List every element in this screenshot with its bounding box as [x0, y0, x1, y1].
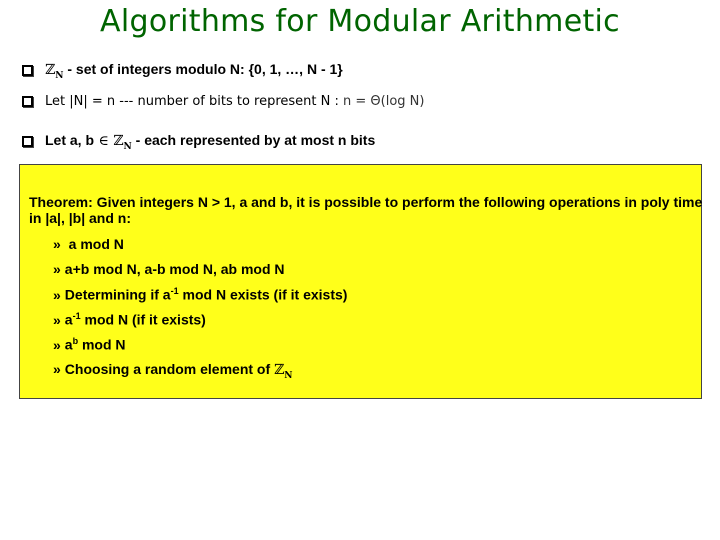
bullet-text: - set of integers modulo N: {0, 1, …, N - 1} [63, 61, 343, 77]
square-bullet-icon [22, 136, 33, 147]
double-arrow-icon: » [53, 311, 61, 328]
double-arrow-icon: » [53, 286, 61, 303]
zn-symbol: ℤ$_N$ [113, 133, 132, 152]
double-arrow-icon: » [53, 361, 61, 377]
bullet-text: - each represented by at most n bits [131, 132, 376, 148]
theorem-item-a-mod-n: » a mod N [53, 236, 124, 252]
slide-title: Algorithms for Modular Arithmetic [100, 4, 620, 39]
theorem-box [19, 164, 702, 399]
bullet-element-representation [22, 132, 375, 152]
bullet-theta-formula: n = Θ(log N) [338, 94, 425, 109]
theorem-item-exponent: » $a^b$ mod N [53, 336, 126, 353]
bullet-zn-definition [22, 61, 343, 81]
zn-symbol: ℤ$_N$ [45, 62, 64, 81]
theorem-item-random-element: » Choosing a random element of ℤ$_N$ [53, 361, 293, 381]
bullet-prefix: Let a, b [45, 132, 95, 148]
zn-symbol: ℤ$_N$ [274, 362, 293, 381]
bullet-bit-length [22, 94, 424, 109]
square-bullet-icon [22, 96, 33, 107]
theorem-statement: Theorem: Given integers N > 1, a and b, it is possible to perform the following operations in poly time in |a|, |b| and n: [29, 194, 703, 226]
double-arrow-icon: » [53, 336, 61, 353]
double-arrow-icon: » [53, 261, 61, 277]
bullet-text: Let |N| = n --- number of bits to represent N : [45, 94, 339, 109]
theorem-item-arithmetic: » a+b mod N, a-b mod N, ab mod N [53, 261, 285, 277]
square-bullet-icon [22, 65, 33, 76]
theorem-item-inverse: » $a^{-1}$ mod N (if it exists) [53, 311, 206, 328]
double-arrow-icon: » [53, 236, 61, 252]
element-of-symbol: ∈ [94, 133, 114, 149]
theorem-item-inverse-exists: » Determining if $a^{-1}$ mod N exists (if it exists) [53, 286, 348, 303]
